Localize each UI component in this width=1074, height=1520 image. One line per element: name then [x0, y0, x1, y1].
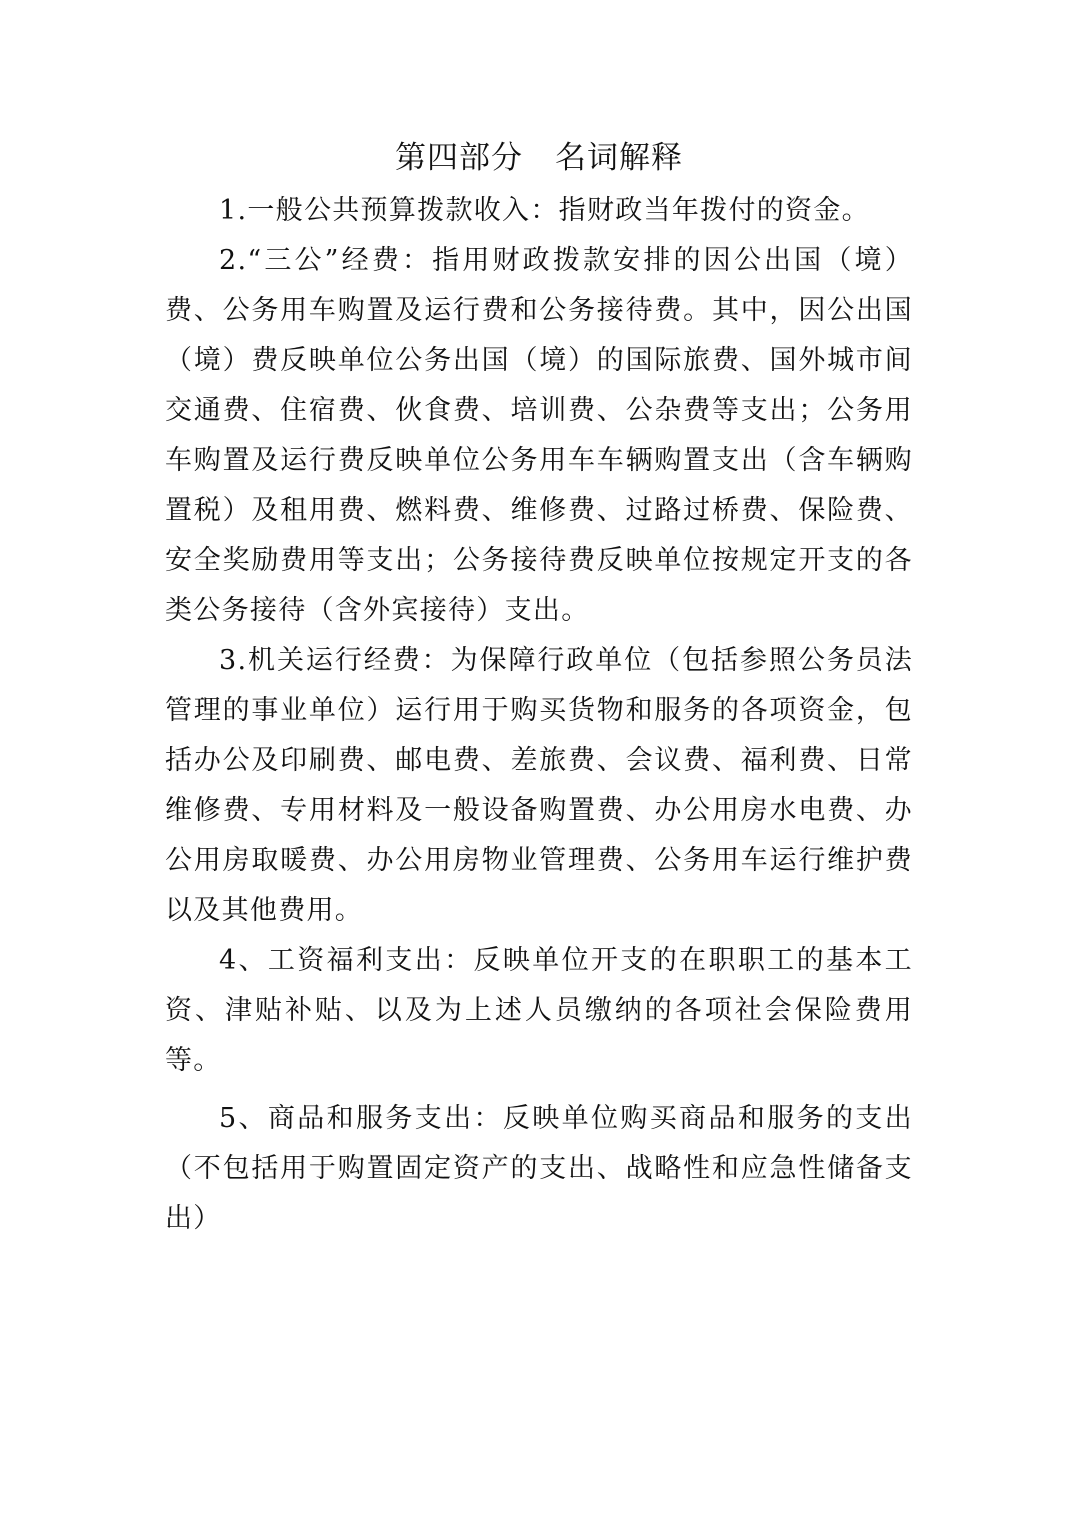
paragraph-3: 3.机关运行经费：为保障行政单位（包括参照公务员法管理的事业单位）运行用于购买货物和服务的各项资金，包括办公及印刷费、邮电费、差旅费、会议费、福利费、日常维修费、专用材料及一般设备购置费、办公用房水电费、办公用房取暖费、办公用房物业管理费、公务用车运行维护费以及其他费用。 [165, 645, 913, 926]
paragraph-4: 4、工资福利支出：反映单位开支的在职职工的基本工资、津贴补贴、以及为上述人员缴纳的各项社会保险费用等。 [165, 945, 913, 1076]
paragraph-1: 1.一般公共预算拨款收入：指财政当年拨付的资金。 [219, 195, 870, 226]
page-title: 第四部分 名词解释 [395, 140, 683, 176]
document-body [165, 136, 913, 1244]
paragraph-2: 2.“三公”经费：指用财政拨款安排的因公出国（境）费、公务用车购置及运行费和公务接待费。其中，因公出国（境）费反映单位公务出国（境）的国际旅费、国外城市间交通费、住宿费、伙食费、培训费、公杂费等支出；公务用车购置及运行费反映单位公务用车车辆购置支出（含车辆购置税）及租用费、燃料费、维修费、过路过桥费、保险费、安全奖励费用等支出；公务接待费反映单位按规定开支的各类公务接待（含外宾接待）支出。 [165, 245, 913, 626]
paragraph-5: 5、商品和服务支出：反映单位购买商品和服务的支出（不包括用于购置固定资产的支出、战略性和应急性储备支出） [165, 1103, 913, 1234]
